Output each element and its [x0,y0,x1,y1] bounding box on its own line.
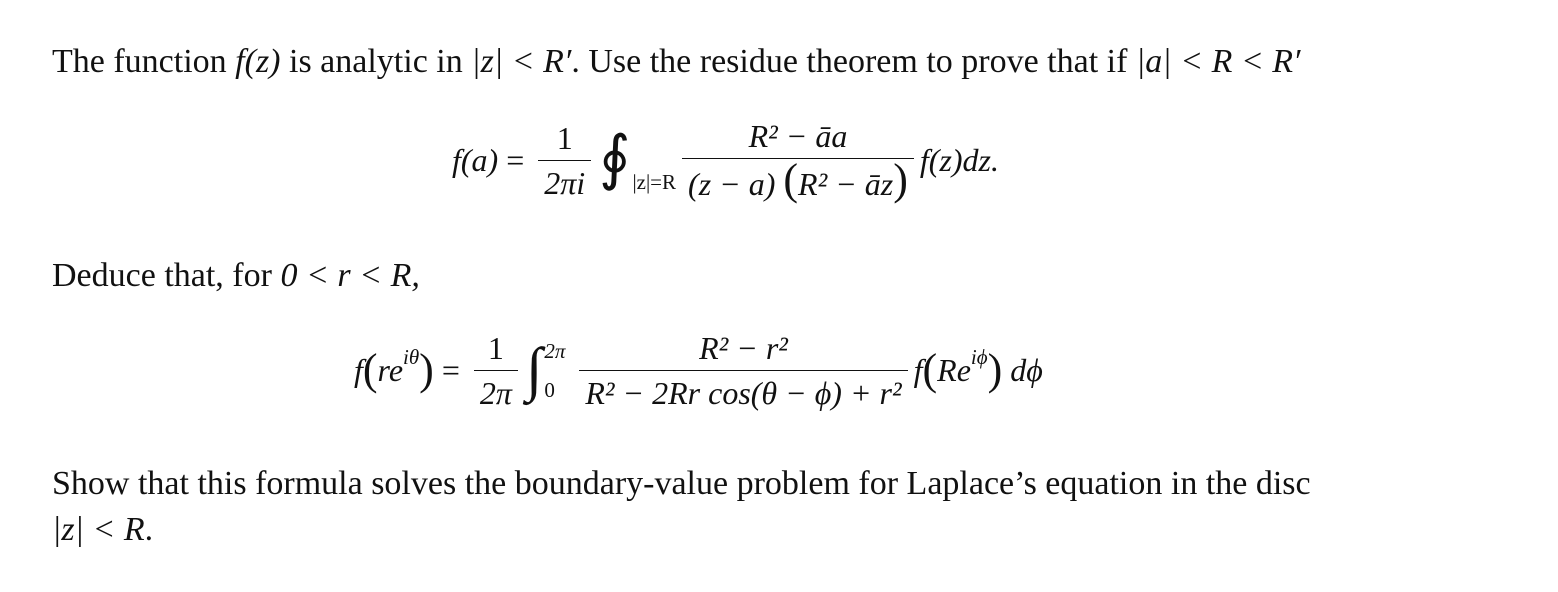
eq2-lower-limit: 0 [544,377,555,402]
eq1-den-left: (z − a) [688,166,776,202]
eq1-kernel-numerator: R² − āa [748,118,848,154]
eq1-kernel [682,118,914,202]
eq2-coefficient [474,330,518,411]
intro-text-3: . Use the residue theorem to prove that if [571,43,1136,80]
equation-cauchy-formula [452,118,999,202]
laplace-line [52,462,1518,506]
eq2-coef-denominator: 2π [474,370,518,411]
eq2-kernel-denominator: R² − 2Rr cos(θ − ϕ) + r² [579,370,907,411]
deduce-line [52,254,1518,298]
eq1-right-paren: ) [893,155,908,204]
eq2-tail-exponent: iϕ [970,345,988,369]
problem-intro [52,40,1518,84]
eq1-coef-numerator: 1 [556,119,573,156]
eq1-equals: = [506,141,525,178]
eq2-tail-f: f [913,352,923,388]
intro-text-1: The function [52,43,236,80]
eq2-kernel-numerator: R² − r² [699,330,788,366]
intro-text-2: is analytic in [280,43,472,80]
eq2-lhs-arg: re [377,352,404,388]
eq2-limits [544,339,565,403]
eq1-kernel-denominator [682,155,914,204]
math-r-range: 0 < r < R, [280,257,420,294]
eq1-lhs: f(a) [452,141,499,178]
math-domain-condition: |z| < R′ [471,43,572,80]
disc-condition-line [52,508,1518,552]
equation-poisson-formula [354,330,1043,411]
integral-symbol: ∫ [525,335,543,402]
eq1-contour-label: |z|=R [632,169,677,194]
eq2-poisson-kernel [579,330,907,411]
eq1-left-paren: ( [783,155,799,204]
eq1-coefficient [538,120,591,201]
eq1-contour-integral [597,125,677,194]
contour-integral-symbol: ∮ [599,125,631,191]
eq2-tail-left-paren: ( [922,345,938,394]
math-radius-condition: |a| < R < R′ [1135,43,1301,80]
eq2-equals: = [441,352,460,388]
eq1-den-right: R² − āz [798,166,894,202]
eq2-tail-arg: Re [937,352,971,388]
eq2-lhs-f: f [354,352,363,388]
eq2-tail-right-paren: ) [987,345,1003,394]
eq2-lhs-left-paren: ( [362,345,378,394]
deduce-text: Deduce that, for [52,257,281,294]
laplace-text: Show that this formula solves the boundary-value problem for Laplace’s equation in the disc [52,465,1311,502]
eq1-coef-denominator: 2πi [538,160,591,201]
eq2-lhs-right-paren: ) [419,345,434,394]
eq2-upper-limit: 2π [544,338,566,363]
eq2-definite-integral [524,335,566,403]
eq1-tail: f(z)dz. [919,141,999,178]
eq2-differential: dϕ [1010,352,1043,388]
disc-period: . [144,511,154,548]
eq2-coef-numerator: 1 [487,330,504,366]
math-f-of-z: f(z) [235,43,281,80]
eq2-lhs-exponent: iθ [403,345,420,369]
math-disc-condition: |z| < R [52,511,145,548]
